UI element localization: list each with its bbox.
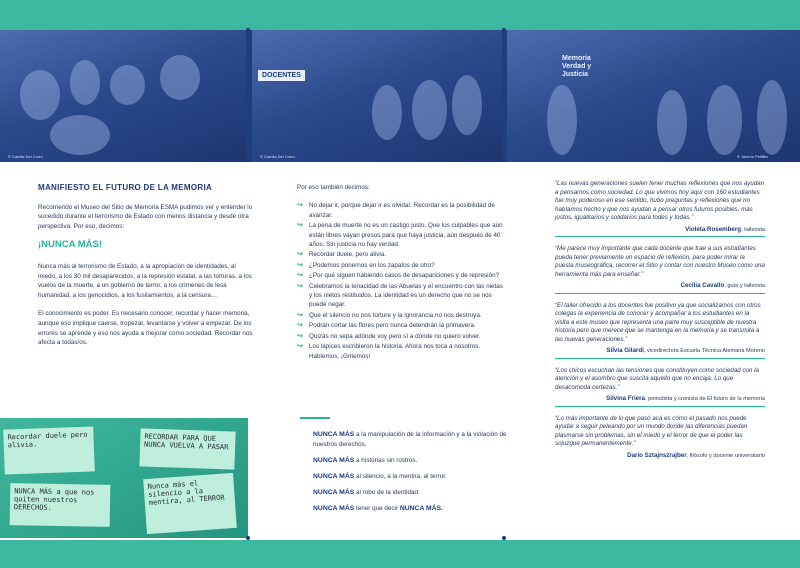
- photo-hall: [507, 30, 800, 165]
- photo-credit: © Camila Del Corro: [260, 154, 295, 159]
- manifesto-title: MANIFIESTO EL FUTURO DE LA MEMORIA: [38, 183, 213, 192]
- pin-dot: [246, 536, 250, 540]
- manifesto-paragraph: Nunca más al terrorismo de Estado, a la apropiación de identidades, al miedo, a los 30 mil desaparecidos, a la represión estatal, a las torturas, a los vuelos de la muerte, a un gobierno de terror, a los crímenes de lesa humanidad, a los genocidios, a los fusilamientos, a la censura…: [38, 262, 252, 299]
- testimonial: [555, 245, 765, 294]
- testimonial: [555, 180, 765, 237]
- nunca-mas-line: NUNCA MÁS a historias sin rostros.: [313, 457, 418, 464]
- list-item: ↪ Los lápices escribieron la historia. Ahora nos toca a nosotros. Hablemos, ¡Gritemos!: [297, 343, 481, 360]
- testimonial-attribution: Violeta Rosemberg, tallerista: [685, 225, 765, 233]
- bottom-strip: [0, 540, 800, 568]
- manifesto-paragraph: El conocimiento es poder. Es necesario conocer, recordar y hacer memoria, aunque eso implique caerse, tropezar, levantarse y volver a empezar. De los errores se aprende y eso nos ayuda a mejorar como sociedad. Recordar nos afecta a todas/os.: [38, 310, 253, 347]
- testimonial-attribution: Darío Sztajnszrajber, filósofo y docente universitario: [627, 451, 765, 459]
- list-item: ↪ Celebramos la tenacidad de las Abuelas y el encuentro con las nietas y los nietos restituidos. La identidad es un derecho que no se nos puede negar.: [297, 282, 503, 309]
- nunca-mas-heading: ¡NUNCA MÁS!: [38, 239, 103, 251]
- testimonial-quote: “El taller ofrecido a los docentes fue positivo ya que socializamos con otros colegas la experiencia de conocer y acompañar a los estudiantes en la visita a este museo que representa una parte muy susceptible de nuestra historia pero que merece que se mantenga en la memoria y se transmita a las nuevas generaciones.”: [555, 301, 761, 343]
- photo-students-circle: [0, 30, 246, 165]
- testimonial-quote: “Los chicos escuchan las tensiones que constituyen como sociedad con la atención y el asombro que suscita aquello que no encaja. Lo que desacomoda certezas.”: [555, 366, 759, 391]
- photo-strip: [0, 30, 800, 165]
- arrow-icon: ↪: [297, 282, 303, 290]
- docentes-sign: DOCENTES: [258, 70, 305, 81]
- testimonial-attribution: Cecilia Cavallo, guía y tallerista: [680, 282, 765, 289]
- sticky-note: NUNCA MÁS a que nos quiten nuestros DERECHOS.: [10, 483, 111, 527]
- declarations-column: [297, 183, 507, 362]
- pin-dot: [246, 28, 250, 32]
- testimonial: [555, 415, 765, 461]
- arrow-icon: ↪: [297, 311, 303, 319]
- testimonial-quote: “Las nuevas generaciones suelen tener muchas reflexiones que nos ayudan a pensarnos como sociedad. Lo que vivimos hoy aquí con 160 estudiantes fue muy poderoso en ese sentido, hubo preguntas y reflexiones que no habíamos hecho y que nos ayudan a pensar otros futuros posibles, más justos, igualitarios y solidarios para todes y todas.”: [555, 180, 765, 221]
- nunca-mas-line: NUNCA MÁS a la manipulación de la información y a la violación de nuestros derechos.: [313, 431, 507, 448]
- pin-dot: [502, 158, 506, 162]
- arrow-icon: ↪: [297, 343, 303, 351]
- arrow-icon: ↪: [297, 202, 303, 210]
- testimonial-quote: “Lo más importante de lo que pasó acá es cómo el pasado nos puede ayudar a seguir peleando por un mundo donde las diferencias puedan plasmarse sin problemas, sin el miedo y el terror de que el poder las sojuzgue permanentemente.”: [555, 414, 748, 447]
- manifesto-intro: Recorriendo el Museo del Sitio de Memoria ESMA pudimos ver y entender lo sucedido durante el terrorismo de Estado con menos distancia y desde otra perspectiva. Por eso, decimos:: [38, 203, 253, 230]
- list-item: ↪ ¿Podemos ponernos en los zapatos de otro?: [297, 261, 435, 269]
- photo-credit: © Camila Del Corro: [8, 154, 43, 159]
- sticky-note: Recordar duele pero alivia.: [3, 426, 95, 474]
- manifesto-column: [38, 183, 253, 357]
- photo-credit: © Jazmín Pelliller: [737, 154, 768, 159]
- photo-docentes: [252, 30, 502, 165]
- list-item: ↪ Recordar duele, pero alivia.: [297, 251, 387, 259]
- pin-dot: [502, 536, 506, 540]
- divider: [555, 358, 765, 359]
- divider: [300, 417, 330, 419]
- sticky-note: Nunca más el silencio a la mentira, al TERROR: [143, 473, 237, 534]
- divider: [555, 293, 765, 294]
- arrow-icon: ↪: [297, 222, 303, 230]
- nunca-mas-line: NUNCA MÁS tener que decir NUNCA MÁS.: [313, 505, 443, 512]
- memoria-sign: Memoria Verdad y Justicia: [562, 55, 592, 78]
- list-item: ↪ Podrán cortar las flores pero nunca detendrán la primavera.: [297, 322, 476, 330]
- list-item: ↪ Quizás no sepa adónde voy pero sí a dónde no quiero volver.: [297, 332, 481, 340]
- arrow-icon: ↪: [297, 332, 303, 340]
- arrow-icon: ↪: [297, 251, 303, 259]
- list-item: ↪ La pena de muerte no es un castigo justo. Que los culpables que aún están libres vayan presos para que haya justicia, aún después de 40 años. Sin justicia no hay verdad.: [297, 222, 503, 249]
- nunca-mas-line: NUNCA MÁS al silencio, a la mentira, al terror.: [313, 473, 447, 480]
- arrow-icon: ↪: [297, 322, 303, 330]
- arrow-icon: ↪: [297, 261, 303, 269]
- testimonial: [555, 302, 765, 359]
- list-item: ↪ ¿Por qué siguen habiendo casos de desapariciones y de represión?: [297, 272, 500, 280]
- list-item: ↪ Que el silencio no nos torture y la ignorancia no nos destruya.: [297, 311, 482, 319]
- testimonial-attribution: Silvia Gilardi, vicedirectora Escuela Técnica Alemana Moreno: [606, 347, 765, 354]
- divider: [555, 236, 765, 237]
- divider: [555, 406, 765, 407]
- declarations-lead: Por eso también decimos:: [297, 184, 370, 191]
- nunca-mas-line: NUNCA MÁS al robo de la identidad.: [313, 489, 420, 496]
- pin-dot: [246, 158, 250, 162]
- pin-dot: [502, 28, 506, 32]
- testimonial-attribution: Silvina Friera, periodista y cronista de El futuro de la memoria: [606, 395, 765, 402]
- testimonial-quote: “Me parece muy importante que cada docente que trae a sus estudiantes pueda tener previamente un espacio de reflexión, para poder mirar la puesta museográfica, recorrer el Sitio y contar con nuestro Museo como una herramienta más para enseñar.”: [555, 245, 765, 278]
- notes-photo: [0, 418, 248, 538]
- testimonials-column: [555, 180, 765, 462]
- testimonial: [555, 367, 765, 407]
- declarations-list: [297, 201, 507, 361]
- list-item: ↪ No dejar ir, porque dejar ir es olvidar. Recordar es la posibilidad de avanzar.: [297, 202, 495, 219]
- nunca-mas-list: [313, 430, 513, 520]
- sticky-note: RECORDAR PARA QUE NUNCA VUELVA A PASAR: [139, 428, 235, 469]
- arrow-icon: ↪: [297, 272, 303, 280]
